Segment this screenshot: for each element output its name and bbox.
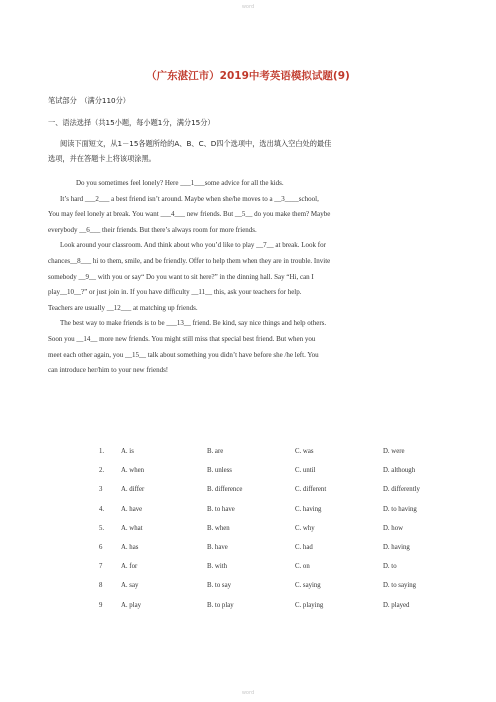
- option-d: D. played: [383, 601, 410, 609]
- option-a: A. have: [121, 505, 143, 513]
- question-row: [99, 582, 439, 601]
- section-heading: 一、语法选择（共15小题，每小题1分，满分15分）: [48, 118, 215, 127]
- option-a: A. when: [121, 467, 145, 475]
- option-c: C. on: [295, 563, 310, 571]
- passage-line: Do you sometimes feel lonely? Here ___1___some advice for all the kids.: [76, 179, 284, 187]
- passage-line: It’s hard ___2___ a best friend isn’t around. Maybe when she/he moves to a __3____school,: [60, 194, 319, 203]
- option-b: B. unless: [207, 467, 232, 475]
- passage-line: meet each other again, you __15__ talk about something you didn’t have before she /he left. You: [48, 350, 319, 359]
- option-d: D. were: [383, 448, 405, 455]
- option-a: A. differ: [121, 486, 145, 494]
- passage-line: Soon you __14__ more new friends. You might still miss that special best friend. But when you: [48, 334, 316, 343]
- question-number: 8: [99, 582, 103, 590]
- passage-line: play__10__?” or just join in. If you have difficulty __11__ this, ask your teachers for help.: [48, 288, 302, 297]
- option-a: A. is: [121, 448, 134, 455]
- question-number: 5.: [99, 524, 105, 532]
- passage-line: somebody __9__ with you or say“ Do you want to sit here?” in the dinning hall. Say “Hi, can I: [48, 272, 314, 281]
- passage-line: Look around your classroom. And think about who you’d like to play __7__ at break. Look for: [60, 241, 326, 250]
- question-number: 9: [99, 601, 103, 609]
- option-a: A. play: [121, 601, 142, 609]
- option-d: D. although: [383, 467, 416, 475]
- question-number: 6: [99, 543, 103, 551]
- option-b: B. to say: [207, 582, 231, 590]
- option-c: C. different: [295, 486, 327, 494]
- option-d: D. to having: [383, 505, 417, 513]
- passage-line: can introduce her/him to your new friends!: [48, 366, 169, 375]
- option-d: D. to saying: [383, 582, 417, 590]
- question-number: 7: [99, 563, 103, 571]
- question-number: 2.: [99, 467, 105, 475]
- option-b: B. when: [207, 524, 230, 532]
- page-title: （广东湛江市）2019中考英语模拟试题(9): [146, 70, 350, 82]
- option-c: C. was: [295, 448, 314, 455]
- footer-watermark: word: [241, 690, 255, 696]
- passage-line: Teachers are usually __12___ at matching up friends.: [48, 303, 198, 312]
- question-row: [99, 506, 439, 525]
- option-c: C. until: [295, 467, 316, 475]
- passage-line: everybody __6___ their friends. But there’s always room for more friends.: [48, 225, 257, 234]
- question-row: [99, 563, 439, 582]
- option-a: A. what: [121, 524, 143, 532]
- option-c: C. why: [295, 524, 315, 532]
- passage-line: You may feel lonely at break. You want ___4___ new friends. But __5__ do you make them? Maybe: [48, 210, 331, 219]
- passage-line: The best way to make friends is to be ___13__ friend. Be kind, say nice things and help others.: [60, 319, 327, 328]
- question-row: [99, 486, 439, 505]
- instruction-line: 选项，并在答题卡上将该项涂黑。: [48, 154, 156, 163]
- instructions: [48, 136, 448, 166]
- instruction-line: 阅读下面短文，从1－15各题所给的A、B、C、D四个选项中，选出填入空白处的最佳: [60, 139, 332, 148]
- question-row: [99, 448, 439, 467]
- option-b: B. difference: [207, 486, 243, 494]
- question-number: 3: [99, 486, 103, 494]
- option-b: B. to have: [207, 505, 235, 513]
- question-number: 4.: [99, 505, 105, 513]
- option-c: C. saying: [295, 582, 321, 590]
- option-b: B. with: [207, 563, 228, 571]
- option-d: D. to: [383, 563, 397, 571]
- question-options-table: [99, 448, 439, 621]
- option-c: C. having: [295, 505, 322, 513]
- option-d: D. having: [383, 543, 410, 551]
- option-c: C. had: [295, 543, 313, 551]
- question-row: [99, 544, 439, 563]
- part-heading: 笔试部分 （满分110分）: [48, 96, 130, 105]
- option-a: A. say: [121, 582, 139, 590]
- question-row: [99, 602, 439, 621]
- question-number: 1.: [99, 448, 105, 455]
- option-b: B. are: [207, 448, 224, 455]
- option-b: B. to play: [207, 601, 234, 609]
- option-c: C. playing: [295, 601, 324, 609]
- option-a: A. has: [121, 543, 139, 551]
- header-watermark: word: [241, 4, 255, 10]
- option-d: D. differently: [383, 486, 420, 494]
- question-row: [99, 525, 439, 544]
- reading-passage: [48, 176, 448, 379]
- question-row: [99, 467, 439, 486]
- option-d: D. how: [383, 524, 404, 532]
- option-b: B. have: [207, 543, 228, 551]
- passage-line: chances__8___ hi to them, smile, and be friendly. Offer to help them when they are in trouble. Invite: [48, 256, 331, 265]
- option-a: A. for: [121, 563, 138, 571]
